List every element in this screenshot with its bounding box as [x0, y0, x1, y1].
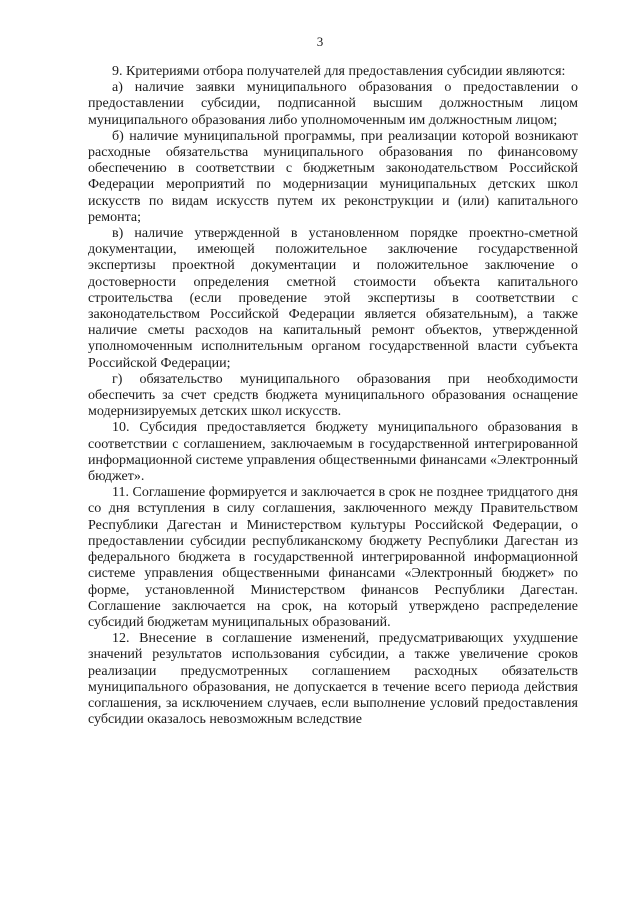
paragraph-9a: а) наличие заявки муниципального образования о предоставлении о предоставлении субсидии, подписанной высшим должностным лицом муниципального образования либо уполномоченным им должностным лицом;	[88, 80, 578, 128]
page-number: 3	[316, 34, 324, 49]
paragraph-10: 10. Субсидия предоставляется бюджету муниципального образования в соответствии с соглашением, заключаемым в государственной интегрированной информационной системе управления общественными финансами «Электронный бюджет».	[88, 420, 578, 485]
paragraph-9g: г) обязательство муниципального образования при необходимости обеспечить за счет средств бюджета муниципального образования оснащение модернизируемых детских школ искусств.	[88, 371, 578, 420]
paragraph-9: 9. Критериями отбора получателей для предоставления субсидии являются:	[112, 64, 566, 79]
paragraph-11: 11. Соглашение формируется и заключается в срок не позднее тридцатого дня со дня вступления в силу соглашения, заключенного между Правительством Республики Дагестан и Министерством культуры Российской Федерации, о предоставлении субсидии республиканскому бюджету Республики Дагестан из федерального бюджета в государственной интегрированной информационной системе управления общественными финансами «Электронный бюджет» по форме, установленной Министерством финансов Республики Дагестан. Соглашение заключается на срок, на который утверждено распределение субсидий бюджетам муниципальных образований.	[88, 485, 578, 630]
paragraph-9v: в) наличие утвержденной в установленном порядке проектно-сметной документации, имеющей положительное заключение государственной экспертизы проектной документации и положительное заключение о достоверности определения сметной стоимости объекта капитального строительства (если проведение этой экспертизы в соответствии с законодательством Российской Федерации является обязательным), а также наличие сметы расходов на капитальный ремонт объектов, утвержденной уполномоченным исполнительным органом государственной власти субъекта Российской Федерации;	[88, 226, 578, 371]
paragraph-12: 12. Внесение в соглашение изменений, предусматривающих ухудшение значений результатов использования субсидии, а также увеличение сроков реализации предусмотренных соглашением расходных обязательств муниципального образования, не допускается в течение всего периода действия соглашения, за исключением случаев, если выполнение условий предоставления субсидии оказалось невозможным вследствие	[88, 631, 578, 728]
paragraph-9b: б) наличие муниципальной программы, при реализации которой возникают расходные обязательства муниципального образования по финансовому обеспечению в соответствии с бюджетным законодательством Российской Федерации мероприятий по модернизации муниципальных детских школ искусств по видам искусств путем их реконструкции и (или) капитального ремонта;	[88, 128, 578, 225]
document-body	[88, 64, 578, 728]
